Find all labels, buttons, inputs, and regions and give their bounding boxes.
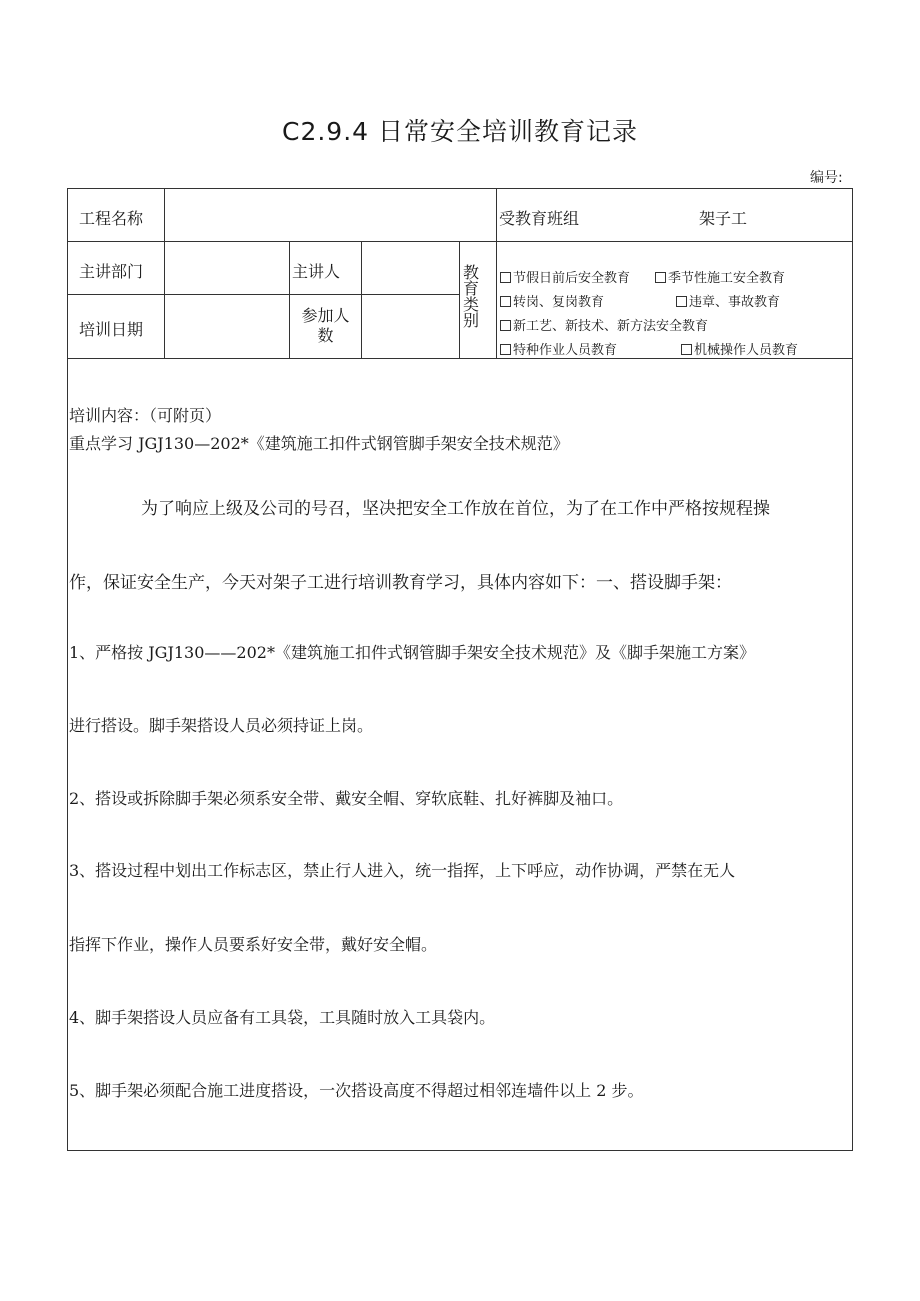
attendees-label: [290, 306, 361, 346]
column-divider: [164, 188, 165, 358]
column-divider: [361, 241, 362, 358]
column-divider: [459, 241, 460, 358]
column-divider: [496, 188, 497, 358]
attendees-label-line2: 数: [317, 326, 334, 345]
content-paragraph: 为了响应上级及公司的号召，坚决把安全工作放在首位，为了在工作中严格按规程操: [141, 499, 770, 519]
content-item: 指挥下作业，操作人员要系好安全带，戴好安全帽。: [69, 935, 438, 954]
checkbox-icon[interactable]: [500, 272, 511, 283]
dept-label: 主讲部门: [79, 262, 144, 281]
date-label: 培训日期: [79, 320, 144, 339]
content-item: 2、搭设或拆除脚手架必须系安全带、戴安全帽、穿软底鞋、扎好裤脚及袖口。: [69, 789, 624, 808]
content-item: 3、搭设过程中划出工作标志区，禁止行人进入，统一指挥，上下呼应，动作协调，严禁在无人: [69, 861, 736, 880]
speaker-value[interactable]: [368, 259, 452, 279]
option-label: 机械操作人员教育: [694, 343, 799, 358]
row-divider: [67, 294, 459, 295]
content-item: 进行搭设。脚手架搭设人员必须持证上岗。: [69, 716, 374, 735]
document-number-label: 编号:: [810, 170, 843, 186]
category-label-char: 育: [462, 279, 479, 298]
category-label-char: 类: [462, 295, 479, 314]
content-paragraph: 作，保证安全生产，今天对架子工进行培训教育学习，具体内容如下：一、搭设脚手架：: [69, 573, 732, 593]
page-title: C2.9.4 日常安全培训教育记录: [281, 117, 638, 146]
content-item: 5、脚手架必须配合施工进度搭设，一次搭设高度不得超过相邻连墙件以上 2 步。: [69, 1081, 644, 1100]
option-special-operations[interactable]: [500, 339, 617, 358]
option-transfer-return[interactable]: [500, 291, 604, 310]
category-label: [462, 265, 480, 329]
option-seasonal-safety[interactable]: [655, 267, 785, 286]
row-divider: [67, 241, 853, 242]
date-value[interactable]: [172, 317, 282, 337]
option-label: 节假日前后安全教育: [513, 271, 631, 286]
speaker-label: 主讲人: [292, 262, 341, 281]
checkbox-icon[interactable]: [500, 320, 511, 331]
dept-value[interactable]: [172, 259, 282, 279]
option-label: 季节性施工安全教育: [668, 271, 786, 286]
option-violation-accident[interactable]: [676, 291, 780, 310]
option-machinery-operators[interactable]: [681, 339, 798, 358]
team-label: 受教育班组: [499, 209, 580, 228]
option-label: 新工艺、新技术、新方法安全教育: [513, 319, 709, 334]
category-label-char: 教: [462, 263, 479, 282]
row-divider: [67, 358, 853, 359]
content-focus: 重点学习 JGJ130—202*《建筑施工扣件式钢管脚手架安全技术规范》: [69, 434, 569, 453]
checkbox-icon[interactable]: [676, 296, 687, 307]
content-item: 1、严格按 JGJ130——202*《建筑施工扣件式钢管脚手架安全技术规范》及《脚手架施工方案》: [69, 643, 755, 662]
option-new-process[interactable]: [500, 315, 708, 334]
checkbox-icon[interactable]: [500, 344, 511, 355]
category-label-char: 别: [462, 311, 479, 330]
option-label: 特种作业人员教育: [513, 343, 618, 358]
project-name-label: 工程名称: [79, 209, 144, 228]
content-heading: 培训内容：（可附页）: [69, 406, 222, 425]
option-holiday-safety[interactable]: [500, 267, 630, 286]
checkbox-icon[interactable]: [655, 272, 666, 283]
team-value: 架子工: [699, 209, 748, 228]
option-label: 转岗、复岗教育: [513, 295, 605, 310]
option-label: 违章、事故教育: [689, 295, 781, 310]
attendees-value[interactable]: [368, 317, 452, 337]
checkbox-icon[interactable]: [500, 296, 511, 307]
checkbox-icon[interactable]: [681, 344, 692, 355]
content-item: 4、脚手架搭设人员应备有工具袋，工具随时放入工具袋内。: [69, 1008, 496, 1027]
attendees-label-line1: 参加人: [301, 306, 350, 325]
project-name-value[interactable]: [172, 206, 488, 226]
